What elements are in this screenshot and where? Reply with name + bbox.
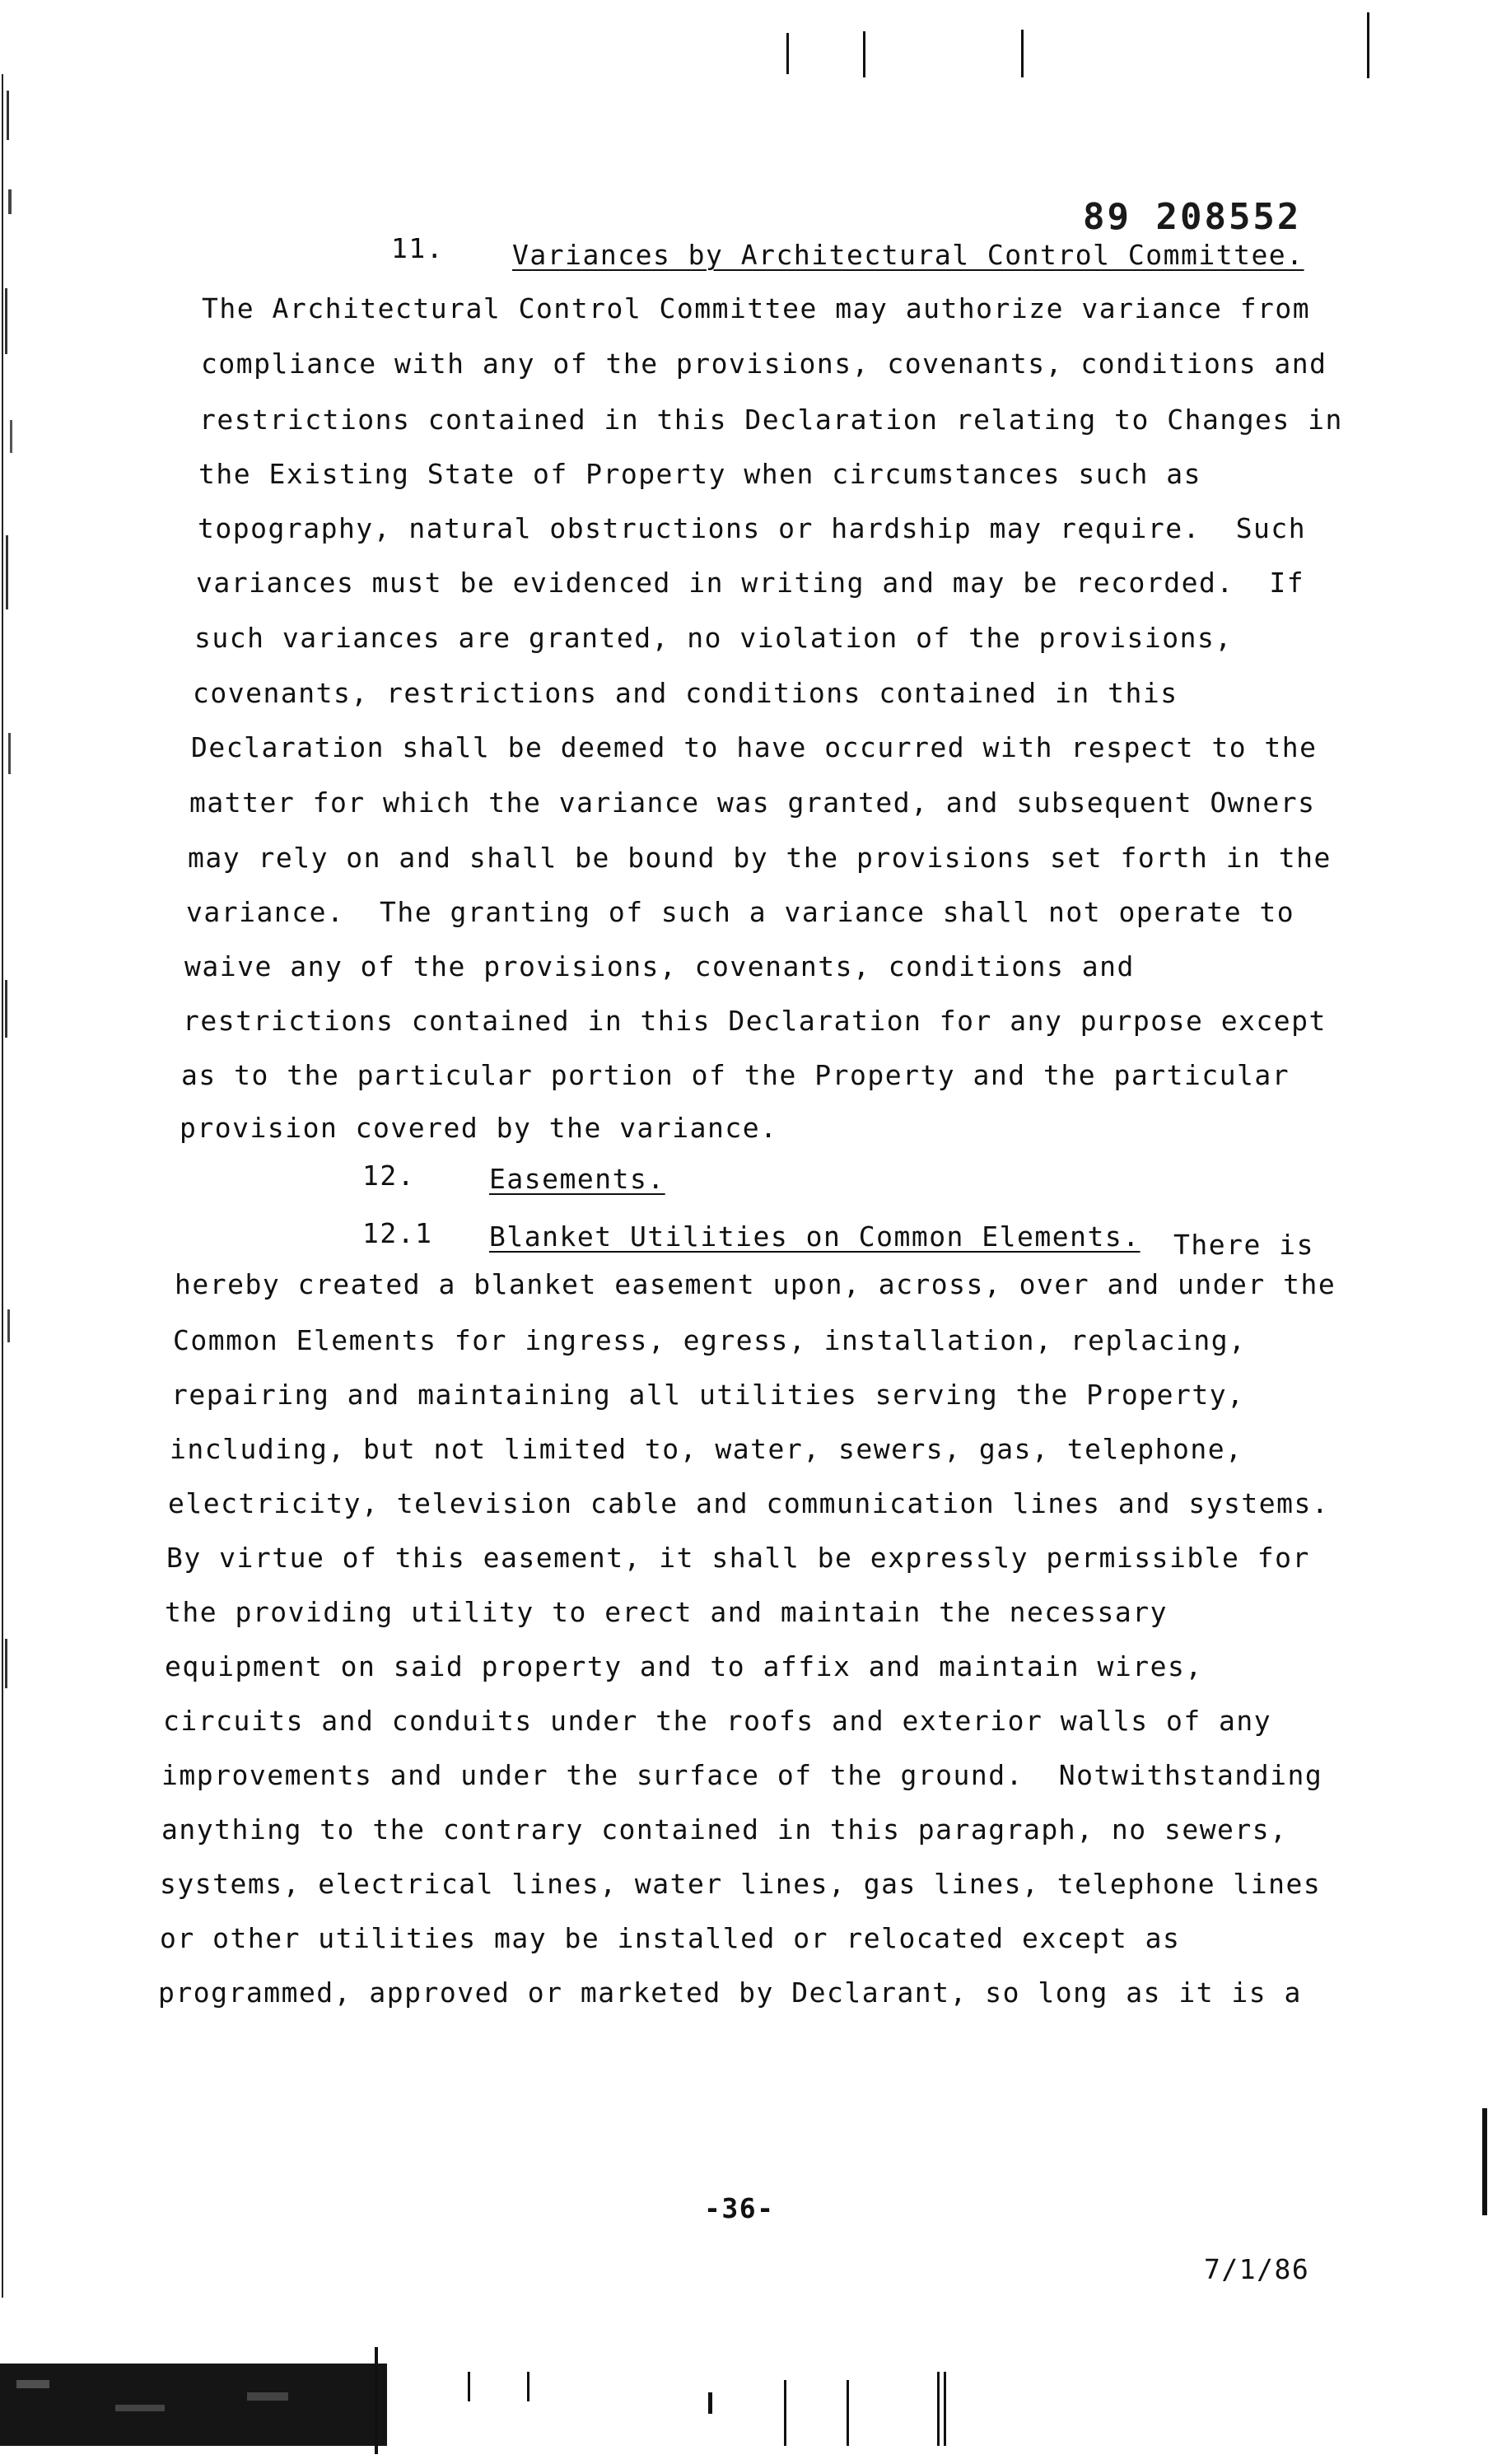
scan-tick-mark xyxy=(784,2380,786,2446)
scan-tick-mark xyxy=(847,2380,849,2446)
body-line: the Existing State of Property when circumstances such as xyxy=(198,458,1201,490)
section-heading: Easements. xyxy=(489,1163,665,1195)
body-line: equipment on said property and to affix and maintain wires, xyxy=(165,1650,1203,1682)
body-line: including, but not limited to, water, sewers, gas, telephone, xyxy=(170,1433,1243,1465)
body-line: as to the particular portion of the Property and the particular xyxy=(181,1059,1290,1091)
scan-tick-mark xyxy=(1367,12,1369,78)
body-line: or other utilities may be installed or relocated except as xyxy=(160,1922,1181,1954)
body-line: variance. The granting of such a variance shall not operate to xyxy=(186,896,1295,928)
body-line: Declaration shall be deemed to have occurred with respect to the xyxy=(191,731,1318,763)
body-line: covenants, restrictions and conditions contained in this xyxy=(193,677,1178,709)
section-number: 12.1 xyxy=(362,1217,433,1249)
scan-edge-artifact xyxy=(0,74,18,2298)
scan-tick-mark xyxy=(527,2372,529,2401)
body-line: systems, electrical lines, water lines, gas lines, telephone lines xyxy=(160,1868,1322,1900)
page-number: -36- xyxy=(704,2192,775,2224)
body-line: electricity, television cable and communication lines and systems. xyxy=(168,1487,1330,1519)
body-line: matter for which the variance was granted, and subsequent Owners xyxy=(189,786,1316,819)
body-line: waive any of the provisions, covenants, conditions and xyxy=(184,950,1135,982)
scan-tick-mark xyxy=(468,2372,470,2401)
body-line: the providing utility to erect and maintain the necessary xyxy=(165,1596,1168,1628)
body-line: topography, natural obstructions or hardship may require. Such xyxy=(198,512,1307,544)
scan-edge-artifact xyxy=(1482,2108,1487,2215)
body-line: may rely on and shall be bound by the provisions set forth in the xyxy=(188,842,1332,874)
body-line: compliance with any of the provisions, covenants, conditions and xyxy=(201,348,1327,380)
section-heading: Variances by Architectural Control Committee. xyxy=(512,239,1304,271)
body-line: repairing and maintaining all utilities serving the Property, xyxy=(171,1379,1245,1411)
scan-noise-block xyxy=(0,2347,387,2454)
body-line: hereby created a blanket easement upon, across, over and under the xyxy=(175,1268,1336,1300)
body-line: restrictions contained in this Declaration relating to Changes in xyxy=(199,404,1343,436)
body-line: There is xyxy=(1173,1229,1314,1261)
body-line: such variances are granted, no violation of the provisions, xyxy=(194,622,1233,654)
document-stamp-number: 89 208552 xyxy=(1083,196,1302,238)
section-heading: Blanket Utilities on Common Elements. xyxy=(489,1220,1140,1253)
date-code: 7/1/86 xyxy=(1204,2253,1310,2285)
body-line: circuits and conduits under the roofs and exterior walls of any xyxy=(163,1705,1272,1737)
body-line: restrictions contained in this Declaration for any purpose except xyxy=(183,1005,1327,1037)
body-line: By virtue of this easement, it shall be expressly permissible for xyxy=(166,1542,1310,1574)
body-line: programmed, approved or marketed by Declarant, so long as it is a xyxy=(158,1976,1302,2009)
scan-tick-mark xyxy=(1021,30,1024,77)
scan-tick-mark xyxy=(944,2372,946,2446)
scan-tick-mark xyxy=(708,2392,712,2414)
body-line: variances must be evidenced in writing and may be recorded. If xyxy=(196,567,1305,599)
body-line: improvements and under the surface of the ground. Notwithstanding xyxy=(161,1759,1323,1791)
body-line: Common Elements for ingress, egress, installation, replacing, xyxy=(173,1324,1247,1356)
body-line: provision covered by the variance. xyxy=(180,1112,778,1144)
scan-tick-mark xyxy=(863,31,865,77)
section-number: 11. xyxy=(391,232,445,264)
scan-tick-mark xyxy=(937,2372,940,2446)
section-number: 12. xyxy=(362,1160,416,1192)
scan-tick-mark xyxy=(786,33,789,74)
body-line: The Architectural Control Committee may authorize variance from xyxy=(202,292,1311,324)
body-line: anything to the contrary contained in this paragraph, no sewers, xyxy=(161,1813,1288,1846)
